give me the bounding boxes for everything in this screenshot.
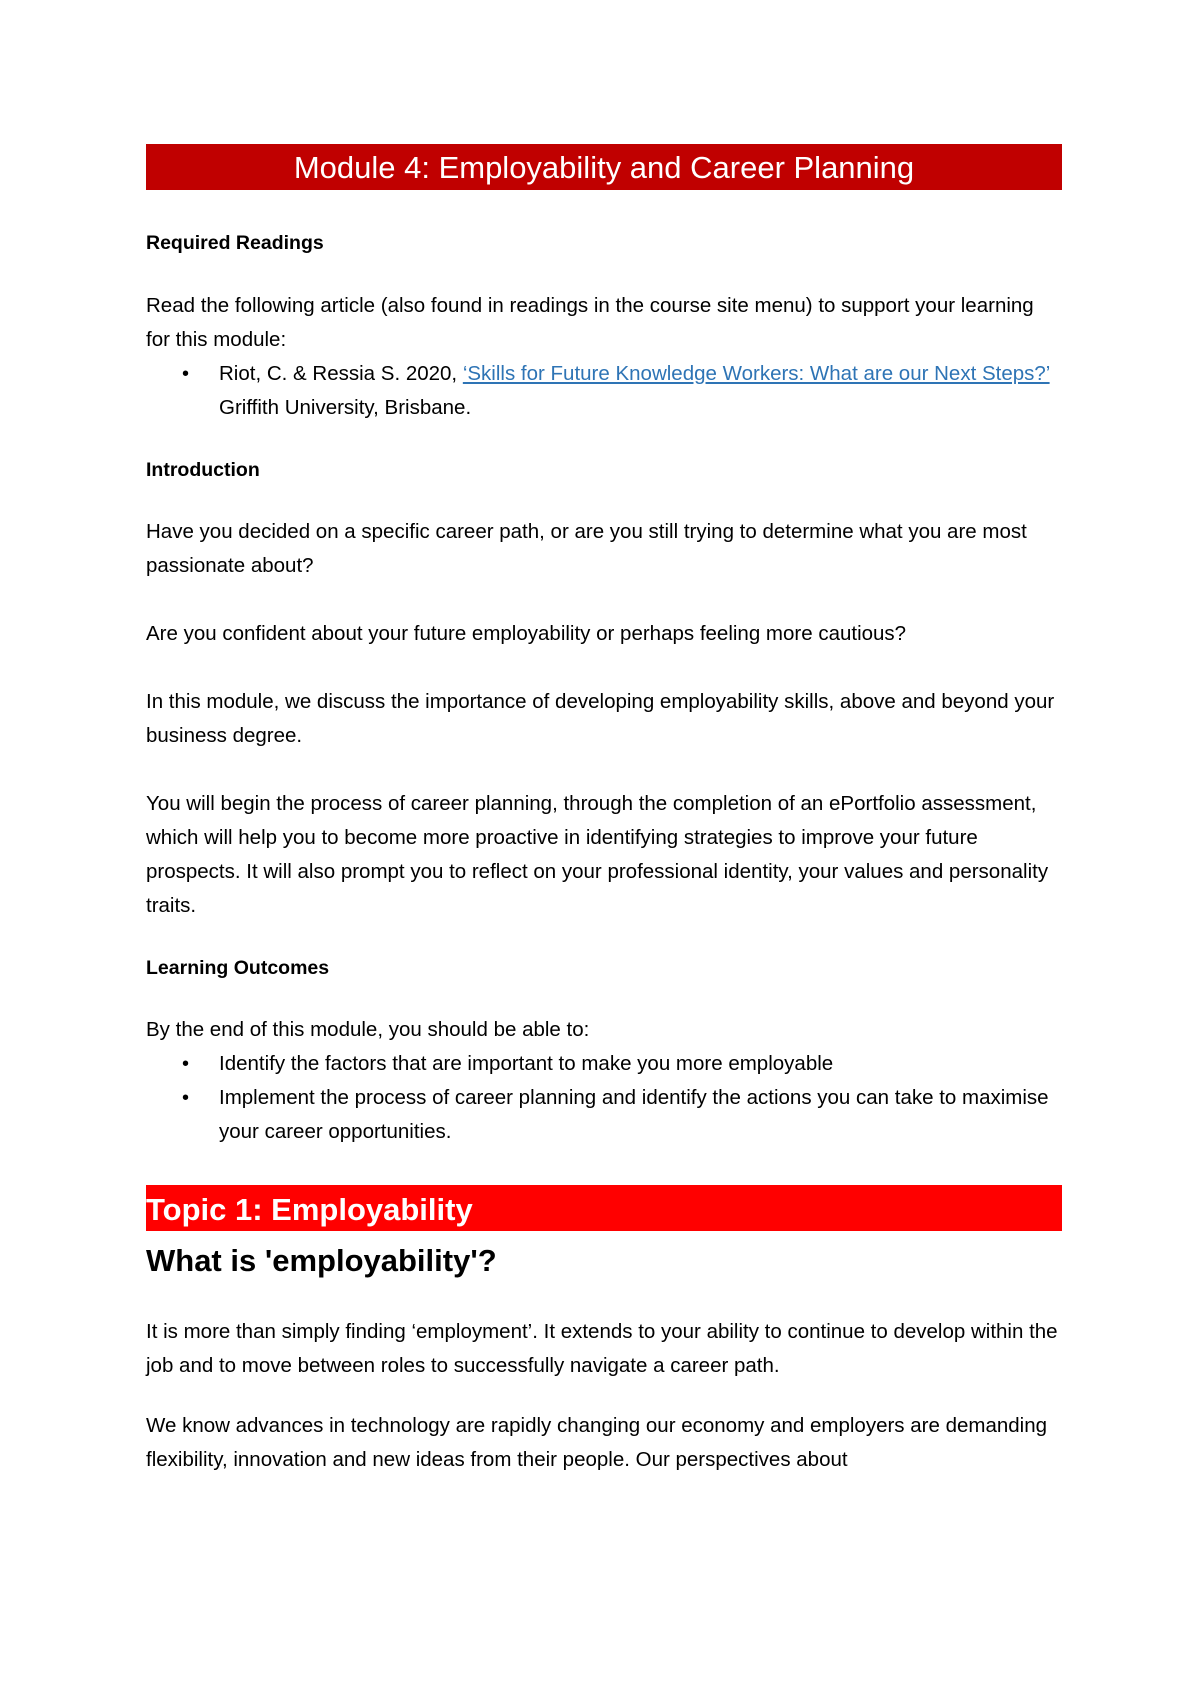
document-page [146, 144, 1062, 1477]
learning-outcome-text: Implement the process of career planning and identify the actions you can take to maximise your career opportunities. [219, 1086, 1049, 1143]
reading-item [146, 357, 1062, 425]
bullet-icon: • [182, 1053, 190, 1075]
intro-paragraph-2: Are you confident about your future employability or perhaps feeling more cautious? [146, 622, 907, 645]
learning-outcome-item [146, 1081, 1062, 1149]
learning-outcomes-heading: Learning Outcomes [146, 957, 330, 979]
topic-paragraph-1: It is more than simply finding ‘employment’. It extends to your ability to continue to develop within the job and to move between roles to successfully navigate a career path. [146, 1320, 1058, 1377]
section-heading: What is 'employability'? [146, 1243, 497, 1278]
citation-prefix: Riot, C. & Ressia S. 2020, [219, 362, 463, 385]
intro-paragraph-3: In this module, we discuss the importance of developing employability skills, above and beyond your business degree. [146, 690, 1055, 747]
learning-outcomes-list [146, 1047, 1062, 1149]
learning-outcomes-intro: By the end of this module, you should be able to: [146, 1018, 590, 1041]
citation-suffix: Griffith University, Brisbane. [219, 396, 472, 419]
module-title-banner: Module 4: Employability and Career Planning [146, 144, 1062, 190]
intro-paragraph-1: Have you decided on a specific career path, or are you still trying to determine what you are most passionate about? [146, 520, 1027, 577]
required-readings-intro: Read the following article (also found in readings in the course site menu) to support your learning for this module: [146, 294, 1034, 351]
topic-title-banner: Topic 1: Employability [146, 1185, 1062, 1231]
bullet-icon: • [182, 1087, 190, 1109]
article-link[interactable]: ‘Skills for Future Knowledge Workers: What are our Next Steps?’ [462, 362, 1050, 385]
bullet-icon: • [182, 363, 190, 385]
learning-outcome-item [146, 1047, 1062, 1081]
intro-paragraph-4: You will begin the process of career planning, through the completion of an ePortfolio assessment, which will help you to become more proactive in identifying strategies to improve your future prospects. It will also prompt you to reflect on your professional identity, your values and personality traits. [146, 792, 1049, 917]
readings-list [146, 357, 1062, 425]
introduction-heading: Introduction [146, 459, 260, 481]
learning-outcome-text: Identify the factors that are important to make you more employable [219, 1052, 834, 1075]
required-readings-heading: Required Readings [146, 232, 324, 254]
topic-paragraph-2: We know advances in technology are rapidly changing our economy and employers are demanding flexibility, innovation and new ideas from their people. Our perspectives about [146, 1414, 1048, 1471]
